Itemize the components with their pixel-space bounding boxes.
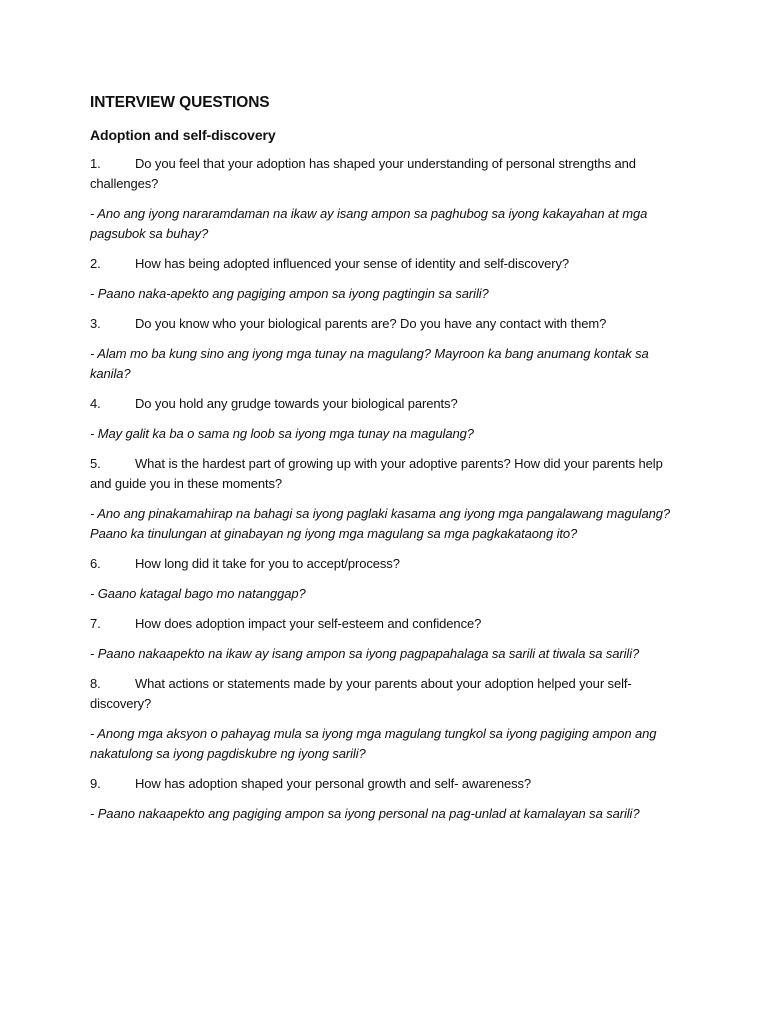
question-number: 8. [90,676,101,691]
question-number: 9. [90,776,101,791]
question-english [90,674,678,714]
question-text: What is the hardest part of growing up with your adoptive parents? How did your parents help and guide you in these moments? [90,456,663,491]
question-translation: - Gaano katagal bago mo natanggap? [90,586,306,601]
question-number: 7. [90,616,101,631]
question-english [90,154,678,194]
question-translation: - Alam mo ba kung sino ang iyong mga tunay na magulang? Mayroon ka bang anumang kontak sa kanila? [90,346,649,381]
question-item [90,774,678,824]
question-translation: - May galit ka ba o sama ng loob sa iyong mga tunay na magulang? [90,426,474,441]
question-item [90,254,678,304]
question-item [90,394,678,444]
question-number: 5. [90,456,101,471]
question-item [90,614,678,664]
question-english [90,454,678,494]
question-english [90,314,678,334]
question-text: Do you know who your biological parents are? Do you have any contact with them? [135,316,607,331]
question-text: What actions or statements made by your parents about your adoption helped your self-discovery? [90,676,632,711]
question-text: How has adoption shaped your personal growth and self- awareness? [135,776,532,791]
page-title: INTERVIEW QUESTIONS [90,94,270,111]
question-number: 1. [90,156,101,171]
question-translation: - Paano nakaapekto na ikaw ay isang ampon sa iyong pagpapahalaga sa sarili at tiwala sa sarili? [90,646,640,661]
question-text: How has being adopted influenced your sense of identity and self-discovery? [135,256,570,271]
question-text: Do you hold any grudge towards your biological parents? [135,396,458,411]
question-number: 6. [90,556,101,571]
question-number: 3. [90,316,101,331]
question-translation: - Paano naka-apekto ang pagiging ampon sa iyong pagtingin sa sarili? [90,286,489,301]
question-english [90,254,678,274]
question-english [90,774,678,794]
question-translation: - Anong mga aksyon o pahayag mula sa iyong mga magulang tungkol sa iyong pagiging ampon ang nakatulong sa iyong pagdiskubre ng iyong sarili? [90,726,657,761]
question-english [90,394,678,414]
question-english [90,614,678,634]
question-item [90,314,678,384]
question-item [90,674,678,764]
question-translation: - Ano ang pinakamahirap na bahagi sa iyong paglaki kasama ang iyong mga pangalawang magulang? Paano ka tinulungan at ginabayan ng iyong mga magulang sa mga pagkakataong ito? [90,506,670,541]
question-english [90,554,678,574]
question-text: How long did it take for you to accept/process? [135,556,400,571]
question-item [90,154,678,244]
question-text: Do you feel that your adoption has shaped your understanding of personal strengths and challenges? [90,156,636,191]
question-item [90,554,678,604]
section-heading: Adoption and self-discovery [90,127,276,143]
question-text: How does adoption impact your self-esteem and confidence? [135,616,482,631]
question-number: 4. [90,396,101,411]
question-translation: - Paano nakaapekto ang pagiging ampon sa iyong personal na pag-unlad at kamalayan sa sarili? [90,806,640,821]
question-translation: - Ano ang iyong nararamdaman na ikaw ay isang ampon sa paghubog sa iyong kakayahan at mga pagsubok sa buhay? [90,206,648,241]
question-item [90,454,678,544]
question-number: 2. [90,256,101,271]
